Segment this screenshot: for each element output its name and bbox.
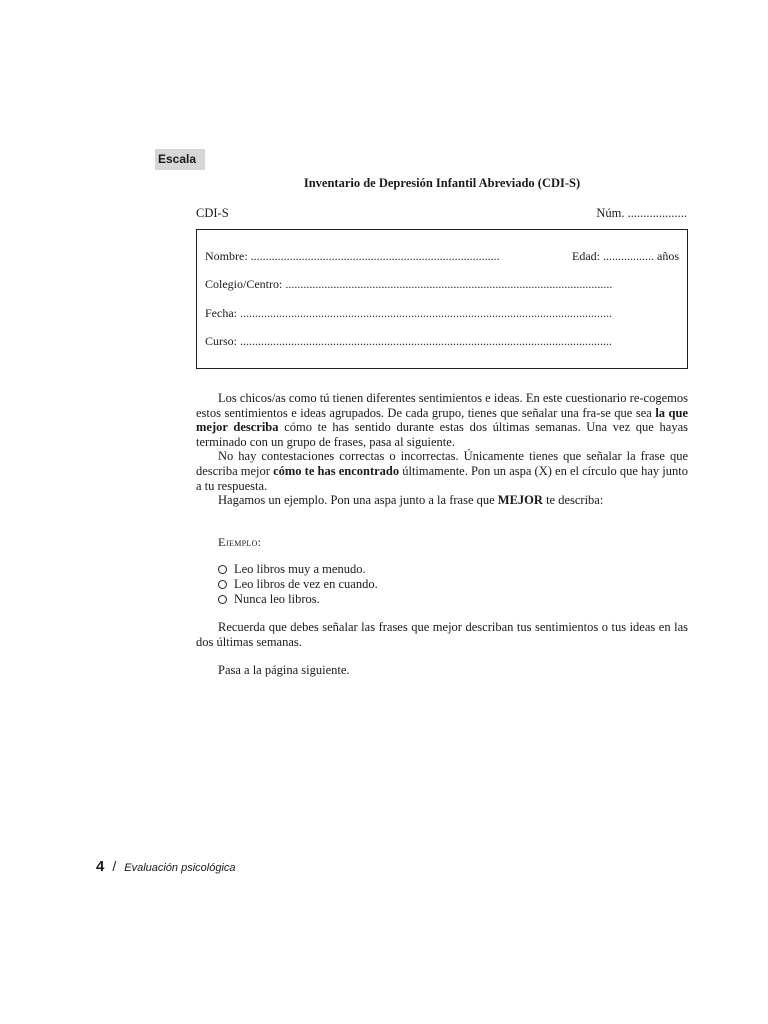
footer-label: Evaluación psicológica <box>124 862 236 874</box>
section-tag: Escala <box>155 149 205 170</box>
example-label: Ejemplo: <box>218 535 262 549</box>
option-label: Leo libros de vez en cuando. <box>234 577 378 591</box>
document-title: Inventario de Depresión Infantil Abreviado (CDI-S) <box>303 176 581 190</box>
example-option[interactable] <box>218 577 378 592</box>
test-code: CDI-S <box>196 206 229 220</box>
text: Los chicos/as como tú tienen diferentes sentimientos e ideas. En este cuestionario re-cogemos estos sentimientos e ideas agrupados. De cada grupo, tienes que señalar una fra-se que sea <box>196 391 688 420</box>
reminder-text: Recuerda que debes señalar las frases que mejor describan tus sentimientos o tus ideas en las dos últimas semanas. <box>196 620 688 649</box>
text: No hay contestaciones correctas o incorrectas. Únicamente tienes que señalar la frase que describa mejor <box>196 449 688 478</box>
personal-data-box <box>196 229 688 369</box>
page-footer <box>96 858 236 875</box>
text: Hagamos un ejemplo. Pon una aspa junto a la frase que <box>218 493 498 508</box>
radio-circle-icon[interactable] <box>218 595 227 604</box>
bold-text: la que mejor describa <box>196 405 688 435</box>
radio-circle-icon[interactable] <box>218 565 227 574</box>
text: últimamente. Pon un aspa (X) en el círculo que hay junto a tu respuesta. <box>196 463 688 493</box>
option-label: Leo libros muy a menudo. <box>234 562 366 576</box>
footer-separator: / <box>112 858 117 874</box>
example-option[interactable] <box>218 562 378 577</box>
instructions-paragraph-1 <box>196 391 688 449</box>
number-field: Núm. ................... <box>596 206 687 220</box>
nombre-field: Nombre: ................................................................................... <box>205 249 500 263</box>
curso-field: Curso: ............................................................................................................................ <box>205 334 613 348</box>
instructions-paragraph-2 <box>196 449 688 493</box>
instructions-paragraph-3 <box>196 493 688 508</box>
example-option[interactable] <box>218 592 378 607</box>
page-number: 4 <box>96 858 105 875</box>
option-label: Nunca leo libros. <box>234 592 320 606</box>
text: te describa: <box>542 493 604 508</box>
radio-circle-icon[interactable] <box>218 580 227 589</box>
bold-text: cómo te has encontrado <box>273 463 400 478</box>
example-options <box>218 562 378 607</box>
text: cómo te has sentido durante estas dos últimas semanas. Una vez que hayas terminado con un grupo de frases, pasa al siguiente. <box>196 420 688 449</box>
fecha-field: Fecha: ............................................................................................................................ <box>205 306 612 320</box>
edad-field: Edad: ................. años <box>572 249 679 263</box>
colegio-field: Colegio/Centro: ............................................................................................................. <box>205 277 613 291</box>
bold-text: MEJOR <box>497 493 543 508</box>
next-page-text: Pasa a la página siguiente. <box>218 663 350 677</box>
instructions <box>196 391 688 508</box>
